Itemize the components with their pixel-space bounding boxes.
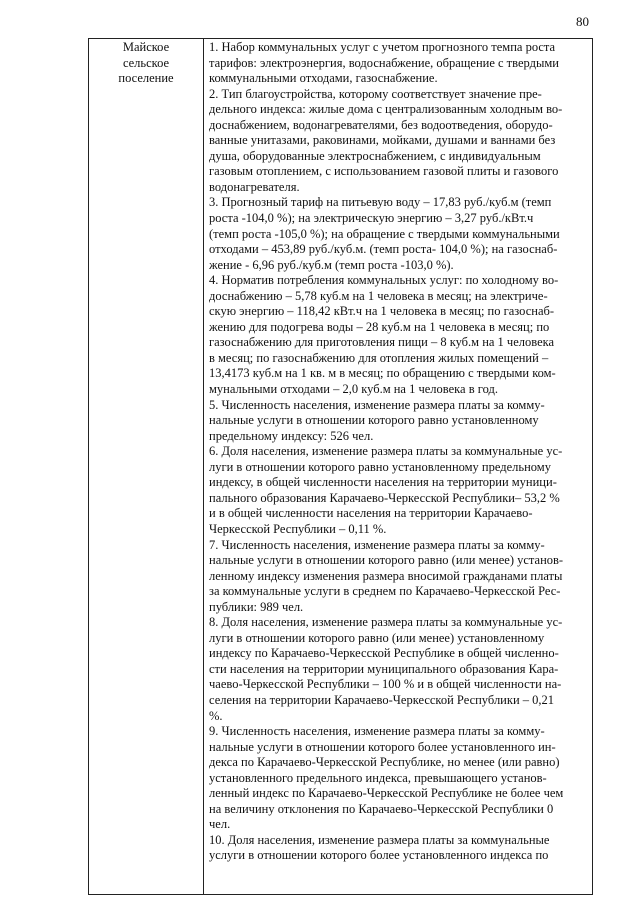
text-line: душа, оборудованные электроснабжением, с индивидуальным xyxy=(209,148,541,163)
text-line: Черкесской Республики – 0,11 %. xyxy=(209,521,387,536)
text-line: индексу, в общей численности населения на территории муници- xyxy=(209,475,557,490)
document-table xyxy=(88,38,593,895)
text-line: коммунальными отходами, газоснабжение. xyxy=(209,71,438,86)
text-line: 9. Численность населения, изменение размера платы за комму- xyxy=(209,724,545,739)
settlement-name-line: Майское xyxy=(122,40,170,54)
text-line: ленному индексу изменения размера вносимой гражданами платы xyxy=(209,568,563,583)
text-line: луги в отношении которого равно (или менее) установленному xyxy=(209,630,545,645)
text-line: 5. Численность населения, изменение размера платы за комму- xyxy=(209,397,545,412)
text-line: и в общей численности населения на территории Карачаево- xyxy=(209,506,533,521)
text-line: луги в отношении которого равно установленному предельному xyxy=(209,459,551,474)
column-divider xyxy=(203,39,204,894)
text-line: скую энергию – 118,42 кВт.ч на 1 человека в месяц; по газоснаб- xyxy=(209,304,555,319)
text-line: нальные услуги в отношении которого равно (или менее) установ- xyxy=(209,553,564,568)
text-line: 4. Норматив потребления коммунальных услуг: по холодному во- xyxy=(209,273,559,288)
text-line: отходами – 453,89 руб./куб.м. (темп роста- 104,0 %); на газоснаб- xyxy=(209,242,558,257)
text-line: тарифов: электроэнергия, водоснабжение, обращение с твердыми xyxy=(209,55,559,70)
text-line: предельному индексу: 526 чел. xyxy=(209,428,374,443)
text-line: жение - 6,96 руб./куб.м (темп роста -103,0 %). xyxy=(209,257,454,272)
text-line: 10. Доля населения, изменение размера платы за коммунальные xyxy=(209,832,550,847)
settlement-name-line: сельское xyxy=(122,55,170,70)
text-line: 1. Набор коммунальных услуг с учетом прогнозного темпа роста xyxy=(209,40,556,54)
text-line: в месяц; по газоснабжению для отопления жилых помещений – xyxy=(209,350,549,365)
text-line: нальные услуги в отношении которого более установленного ин- xyxy=(209,739,556,754)
text-line: водонагревателя. xyxy=(209,179,300,194)
text-line: 3. Прогнозный тариф на питьевую воду – 17,83 руб./куб.м (темп xyxy=(209,195,552,210)
text-line: 2. Тип благоустройства, которому соответствует значение пре- xyxy=(209,86,542,101)
text-line: на величину отклонения по Карачаево-Черкесской Республики 0 xyxy=(209,801,554,816)
text-line: сти населения на территории муниципального образования Кара- xyxy=(209,661,559,676)
text-line: газовым отоплением, с использованием газовой плиты и газового xyxy=(209,164,559,179)
page-number: 80 xyxy=(576,14,589,29)
text-line: чаево-Черкесской Республики – 100 % и в общей численности на- xyxy=(209,677,562,692)
text-line: установленного предельного индекса, превышающего установ- xyxy=(209,770,547,785)
text-line: публики: 989 чел. xyxy=(209,599,304,614)
text-line: дельного индекса: жилые дома с централизованным холодным во- xyxy=(209,102,563,117)
text-line: доснабжением, водонагревателями, без водоотведения, оборудо- xyxy=(209,117,553,132)
text-line: 8. Доля населения, изменение размера платы за коммунальные ус- xyxy=(209,615,563,630)
text-line: 6. Доля населения, изменение размера платы за коммунальные ус- xyxy=(209,444,563,459)
text-line: селения на территории Карачаево-Черкесской Республики – 0,21 xyxy=(209,692,555,707)
text-line: нальные услуги в отношении которого равно установленному xyxy=(209,413,539,428)
indicators-cell xyxy=(209,40,587,864)
text-line: газоснабжению для приготовления пищи – 8 куб.м на 1 человека xyxy=(209,335,555,350)
text-line: декса по Карачаево-Черкесской Республике, но менее (или равно) xyxy=(209,755,560,770)
text-line: индексу по Карачаево-Черкесской Республике в общей численно- xyxy=(209,646,559,661)
text-line: пального образования Карачаево-Черкесской Республики– 53,2 % xyxy=(209,490,560,505)
text-line: (темп роста -105,0 %); на обращение с твердыми коммунальными xyxy=(209,226,560,241)
text-line: роста -104,0 %); на электрическую энергию – 3,27 руб./кВт.ч xyxy=(209,211,534,226)
text-line: ванные унитазами, раковинами, мойками, душами и ваннами без xyxy=(209,133,556,148)
text-line: 13,4173 куб.м на 1 кв. м в месяц; по обращению с твердыми ком- xyxy=(209,366,556,381)
text-line: за коммунальные услуги в среднем по Карачаево-Черкесской Рес- xyxy=(209,584,561,599)
text-line: доснабжению – 5,78 куб.м на 1 человека в месяц; на электриче- xyxy=(209,288,548,303)
text-line: ленный индекс по Карачаево-Черкесской Республике не более чем xyxy=(209,786,564,801)
text-line: жению для подогрева воды – 28 куб.м на 1 человека в месяц; по xyxy=(209,319,550,334)
text-line: %. xyxy=(209,708,223,723)
text-line: чел. xyxy=(209,817,231,832)
settlement-name-cell xyxy=(89,40,203,87)
text-line: услуги в отношении которого более установленного индекса по xyxy=(209,848,549,863)
text-line: 7. Численность населения, изменение размера платы за комму- xyxy=(209,537,545,552)
settlement-name-line: поселение xyxy=(118,71,174,86)
text-line: мунальными отходами – 2,0 куб.м на 1 человека в год. xyxy=(209,382,498,397)
